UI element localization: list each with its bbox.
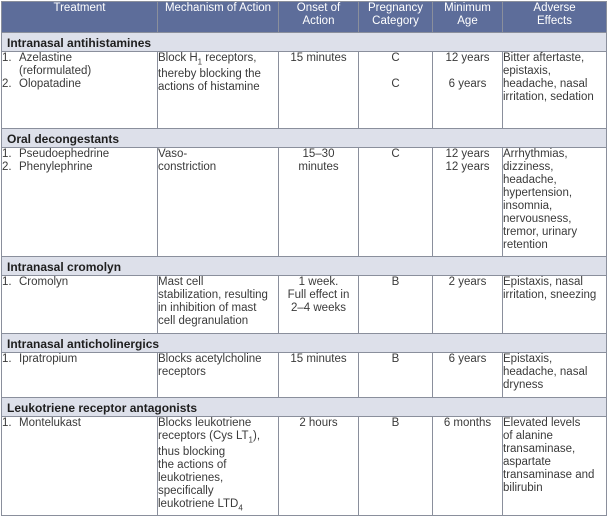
subscript: 1 xyxy=(197,57,203,67)
onset-cell xyxy=(279,276,359,334)
mechanism-text: leukotriene LTD xyxy=(158,498,239,511)
pregnancy-category: C xyxy=(391,52,400,64)
drug-number: 2. xyxy=(2,161,12,173)
drug-comparison-table xyxy=(1,1,607,516)
minimum-age: 12 years xyxy=(445,161,490,173)
drug-name: Pseudoephedrine xyxy=(19,148,110,160)
treatment-cell xyxy=(2,417,158,516)
section-title: Leukotriene receptor antagonists xyxy=(2,398,607,417)
table-row xyxy=(2,148,607,257)
adverse-line: retention xyxy=(503,239,548,251)
drug-name: Cromolyn xyxy=(19,276,69,288)
drug-name: Azelastine xyxy=(19,52,73,64)
header-adverse-line-2: Effects xyxy=(537,15,572,27)
mechanism-line: Blocks leukotriene xyxy=(158,417,252,429)
header-mechanism: Mechanism of Action xyxy=(158,2,279,33)
minimum-age: 12 years xyxy=(445,52,490,64)
section-title: Intranasal anticholinergics xyxy=(2,334,607,353)
adverse-cell xyxy=(503,148,607,257)
mechanism-line: in inhibition of mast xyxy=(158,302,257,314)
header-adverse xyxy=(503,2,607,33)
drug-item xyxy=(2,353,157,366)
adverse-line: irritation, sneezing xyxy=(503,289,597,301)
pregnancy-cell xyxy=(359,417,433,516)
pregnancy-cell xyxy=(359,353,433,398)
drug-item xyxy=(2,78,157,91)
onset-cell xyxy=(279,353,359,398)
drug-number: 1. xyxy=(2,52,12,64)
adverse-cell xyxy=(503,353,607,398)
minimum-age: 2 years xyxy=(448,276,487,288)
adverse-line: headache, xyxy=(503,174,557,186)
age-cell xyxy=(433,353,503,398)
header-age xyxy=(433,2,503,33)
mechanism-cell xyxy=(158,148,279,257)
adverse-line: transaminase, xyxy=(503,443,576,455)
drug-item xyxy=(2,52,157,65)
onset-cell xyxy=(279,148,359,257)
drug-number: 1. xyxy=(2,417,12,429)
table-row xyxy=(2,417,607,516)
header-age-line-1: Minimum xyxy=(444,2,491,14)
pregnancy-category: B xyxy=(391,353,400,365)
adverse-cell xyxy=(503,276,607,334)
adverse-line: nervousness, xyxy=(503,213,572,225)
onset-line: 2 hours xyxy=(299,417,338,429)
mechanism-line: thereby blocking the xyxy=(158,68,261,81)
adverse-line: bilirubin xyxy=(503,482,543,494)
onset-line: 15–30 xyxy=(302,148,335,160)
adverse-line: Arrhythmias, xyxy=(503,148,568,160)
section-row-antihistamines xyxy=(2,33,607,52)
header-onset-line-1: Onset of xyxy=(296,2,341,14)
drug-item xyxy=(2,161,157,174)
mechanism-text: receptors (Cys LT xyxy=(158,430,249,442)
pregnancy-category: C xyxy=(391,78,400,90)
header-treatment: Treatment xyxy=(2,2,158,33)
onset-line: 15 minutes xyxy=(290,52,347,64)
mechanism-line: constriction xyxy=(158,161,217,173)
mechanism-line: Mast cell xyxy=(158,276,204,288)
mechanism-line: thus blocking xyxy=(158,446,226,459)
pregnancy-cell xyxy=(359,148,433,257)
onset-cell xyxy=(279,417,359,516)
header-onset-line-2: Action xyxy=(302,15,335,27)
adverse-line: headache, nasal xyxy=(503,78,588,90)
minimum-age: 6 years xyxy=(448,78,487,90)
treatment-cell xyxy=(2,148,158,257)
section-row-leukotriene xyxy=(2,398,607,417)
mechanism-line xyxy=(158,52,278,68)
adverse-line: aspartate xyxy=(503,456,551,468)
pregnancy-category: B xyxy=(391,417,400,429)
table-row xyxy=(2,353,607,398)
mechanism-line: stabilization, resulting xyxy=(158,289,268,301)
adverse-line: hypertension, xyxy=(503,187,573,199)
header-pregnancy xyxy=(359,2,433,33)
mechanism-line xyxy=(158,498,278,514)
drug-name: Ipratropium xyxy=(19,353,78,365)
onset-line: Full effect in xyxy=(287,289,350,301)
table-row xyxy=(2,52,607,129)
mechanism-line: actions of histamine xyxy=(158,81,260,94)
adverse-line: epistaxis, xyxy=(503,65,551,77)
adverse-line: dizziness, xyxy=(503,161,554,173)
drug-item xyxy=(2,417,157,430)
header-pregnancy-line-1: Pregnancy xyxy=(368,2,423,14)
drug-number: 2. xyxy=(2,78,12,90)
minimum-age: 6 months xyxy=(443,417,492,429)
pregnancy-category: C xyxy=(391,148,400,160)
adverse-line: irritation, sedation xyxy=(503,91,594,103)
onset-line: 15 minutes xyxy=(290,353,347,365)
age-cell xyxy=(433,417,503,516)
mechanism-line xyxy=(158,430,278,446)
adverse-line: dryness xyxy=(503,379,544,391)
adverse-line: Epistaxis, nasal xyxy=(503,276,583,288)
header-onset xyxy=(279,2,359,33)
drug-item xyxy=(2,276,157,289)
pregnancy-category: B xyxy=(391,276,400,288)
adverse-line: transaminase and xyxy=(503,469,595,481)
subscript: 1 xyxy=(248,435,253,445)
adverse-cell xyxy=(503,417,607,516)
mechanism-cell xyxy=(158,276,279,334)
drug-number: 1. xyxy=(2,276,12,288)
onset-cell xyxy=(279,52,359,129)
adverse-line: Epistaxis, xyxy=(503,353,553,365)
pregnancy-cell xyxy=(359,52,433,129)
mechanism-cell xyxy=(158,52,279,129)
header-adverse-line-1: Adverse xyxy=(533,2,576,14)
mechanism-line: cell degranulation xyxy=(158,315,249,327)
treatment-cell xyxy=(2,276,158,334)
header-age-line-2: Age xyxy=(457,15,478,27)
adverse-line: Elevated levels xyxy=(503,417,581,429)
drug-name: Phenylephrine xyxy=(19,161,93,173)
section-row-decongestants xyxy=(2,129,607,148)
header-pregnancy-line-2: Category xyxy=(372,15,419,27)
adverse-cell xyxy=(503,52,607,129)
drug-name: Montelukast xyxy=(19,417,82,429)
table-row xyxy=(2,276,607,334)
minimum-age: 12 years xyxy=(445,148,490,160)
mechanism-line: the actions of xyxy=(158,459,227,472)
subscript: 4 xyxy=(238,503,243,513)
age-cell xyxy=(433,52,503,129)
drug-name-continued: (reformulated) xyxy=(19,65,92,77)
section-row-anticholinergics xyxy=(2,334,607,353)
mechanism-line: specifically xyxy=(158,485,214,498)
mechanism-line: Vaso- xyxy=(158,148,188,160)
mechanism-text: Block H xyxy=(158,52,198,64)
onset-line: minutes xyxy=(298,161,339,173)
pregnancy-cell xyxy=(359,276,433,334)
mechanism-cell xyxy=(158,353,279,398)
onset-line: 1 week. xyxy=(298,276,339,288)
minimum-age: 6 years xyxy=(448,353,487,365)
adverse-line: tremor, urinary xyxy=(503,226,578,238)
drug-number: 1. xyxy=(2,353,12,365)
adverse-line: of alanine xyxy=(503,430,553,442)
mechanism-line: Blocks acetylcholine xyxy=(158,353,262,365)
age-cell xyxy=(433,276,503,334)
mechanism-line: receptors xyxy=(158,366,206,378)
adverse-line: headache, nasal xyxy=(503,366,588,378)
section-title: Intranasal cromolyn xyxy=(2,257,607,276)
section-title: Oral decongestants xyxy=(2,129,607,148)
mechanism-line: leukotrienes, xyxy=(158,472,224,485)
mechanism-cell xyxy=(158,417,279,516)
treatment-cell xyxy=(2,353,158,398)
mechanism-text: receptors, xyxy=(202,52,257,64)
header-row xyxy=(2,2,607,33)
section-row-cromolyn xyxy=(2,257,607,276)
mechanism-text: ), xyxy=(252,430,261,442)
drug-number: 1. xyxy=(2,148,12,160)
drug-item xyxy=(2,148,157,161)
treatment-cell xyxy=(2,52,158,129)
drug-name: Olopatadine xyxy=(19,78,82,90)
age-cell xyxy=(433,148,503,257)
adverse-line: Bitter aftertaste, xyxy=(503,52,585,64)
adverse-line: insomnia, xyxy=(503,200,553,212)
section-title: Intranasal antihistamines xyxy=(2,33,607,52)
onset-line: 2–4 weeks xyxy=(291,302,346,314)
